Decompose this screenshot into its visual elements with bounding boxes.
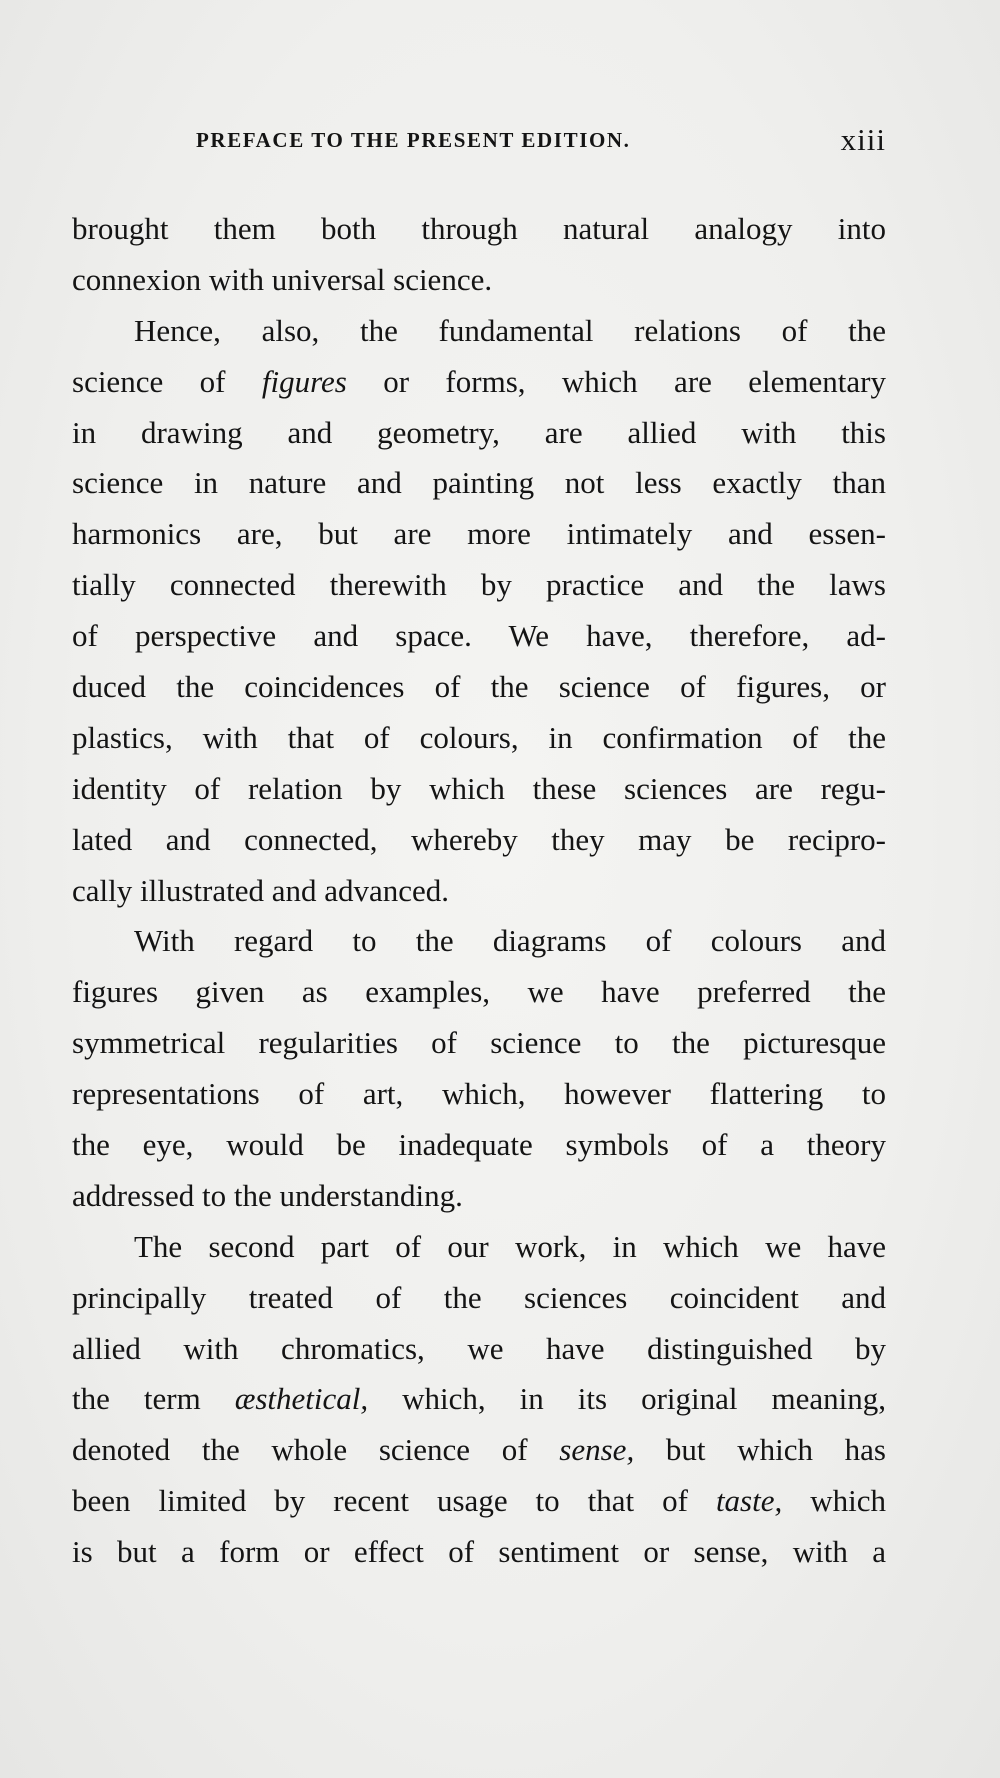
text-line: representations of art, which, however flattering to xyxy=(72,1076,886,1112)
text-line: in drawing and geometry, are allied with this xyxy=(72,414,886,450)
text-line xyxy=(72,1374,886,1425)
text-line: With regard to the diagrams of colours and xyxy=(134,923,886,959)
italic-term: taste, xyxy=(715,1483,783,1519)
text-segment: which xyxy=(782,1483,886,1519)
italic-term: figures xyxy=(261,363,347,399)
italic-term: sense, xyxy=(559,1432,635,1468)
running-title: PREFACE TO THE PRESENT EDITION. xyxy=(196,128,631,152)
text-line: tially connected therewith by practice and the laws xyxy=(72,567,886,603)
text-line: figures given as examples, we have preferred the xyxy=(72,974,886,1010)
text-line: Hence, also, the fundamental relations of the xyxy=(134,312,886,348)
text-line: is but a form or effect of sentiment or sense, with a xyxy=(72,1534,886,1570)
text-segment: or forms, which are elementary xyxy=(346,363,886,399)
text-segment: denoted the whole science of xyxy=(72,1432,560,1468)
text-line: symmetrical regularities of science to the picturesque xyxy=(72,1025,886,1061)
text-line: duced the coincidences of the science of figures, or xyxy=(72,669,886,705)
text-line: brought them both through natural analogy into xyxy=(72,211,886,246)
text-segment: the term xyxy=(72,1381,235,1417)
text-line: principally treated of the sciences coincident and xyxy=(72,1279,886,1315)
text-line: cally illustrated and advanced. xyxy=(72,872,450,908)
text-line: identity of relation by which these sciences are regu- xyxy=(72,770,886,806)
text-line xyxy=(72,1476,886,1527)
text-segment: but which has xyxy=(634,1432,886,1468)
text-line xyxy=(72,1425,886,1476)
body-text xyxy=(72,204,886,1578)
text-line xyxy=(72,357,886,408)
text-line: of perspective and space. We have, therefore, ad- xyxy=(72,618,886,654)
text-line: science in nature and painting not less exactly than xyxy=(72,465,886,501)
text-line: the eye, would be inadequate symbols of a theory xyxy=(72,1127,886,1163)
text-segment: science of xyxy=(72,363,262,399)
page-number: xiii xyxy=(840,122,886,157)
text-line: lated and connected, whereby they may be recipro- xyxy=(72,821,886,857)
text-line: connexion with universal science. xyxy=(72,261,493,297)
text-segment: been limited by recent usage to that of xyxy=(72,1483,716,1519)
text-line: addressed to the understanding. xyxy=(72,1177,463,1213)
text-line: The second part of our work, in which we have xyxy=(134,1228,886,1264)
text-line: allied with chromatics, we have distinguished by xyxy=(72,1330,886,1366)
text-segment: which, in its original meaning, xyxy=(368,1381,886,1417)
text-line: plastics, with that of colours, in confirmation of the xyxy=(72,719,886,755)
text-line: harmonics are, but are more intimately and essen- xyxy=(72,516,886,552)
running-header xyxy=(196,122,886,168)
italic-term: æsthetical, xyxy=(234,1381,369,1417)
